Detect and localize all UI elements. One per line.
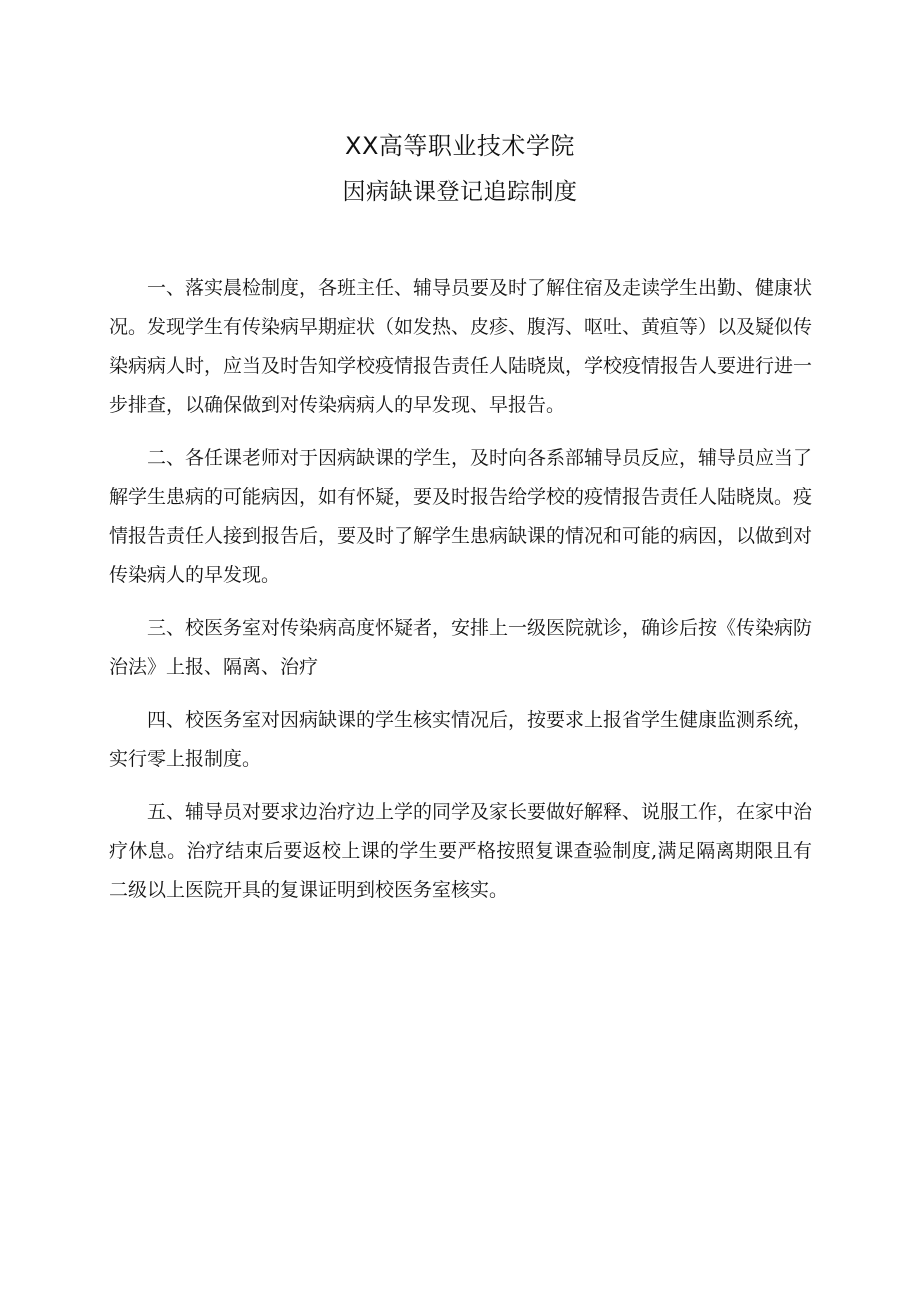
policy-title: 因病缺课登记追踪制度 [342,179,578,205]
document-header [0,128,920,220]
document-body [109,269,812,924]
paragraph-5: 五、辅导员对要求边治疗边上学的同学及家长要做好解释、说服工作，在家中治疗休息。治疗结束后要返校上课的学生要严格按照复课查验制度,满足隔离期限且有二级以上医院开具的复课证明到校医务室核实。 [109,801,813,901]
paragraph-3: 三、校医务室对传染病高度怀疑者，安排上一级医院就诊，确诊后按《传染病防治法》上报、隔离、治疗 [109,617,813,678]
paragraph-1: 一、落实晨检制度，各班主任、辅导员要及时了解住宿及走读学生出勤、健康状况。发现学生有传染病早期症状（如发热、皮疹、腹泻、呕吐、黄疸等）以及疑似传染病病人时，应当及时告知学校疫情报告责任人陆晓岚，学校疫情报告人要进行进一步排查，以确保做到对传染病病人的早发现、早报告。 [109,277,813,416]
paragraph-4: 四、校医务室对因病缺课的学生核实情况后，按要求上报省学生健康监测系统，实行零上报制度。 [109,709,813,770]
paragraph-2: 二、各任课老师对于因病缺课的学生，及时向各系部辅导员反应，辅导员应当了解学生患病的可能病因，如有怀疑，要及时报告给学校的疫情报告责任人陆晓岚。疫情报告责任人接到报告后，要及时了解学生患病缺课的情况和可能的病因，以做到对传染病人的早发现。 [109,447,813,586]
institution-title: XX高等职业技术学院 [345,132,575,160]
